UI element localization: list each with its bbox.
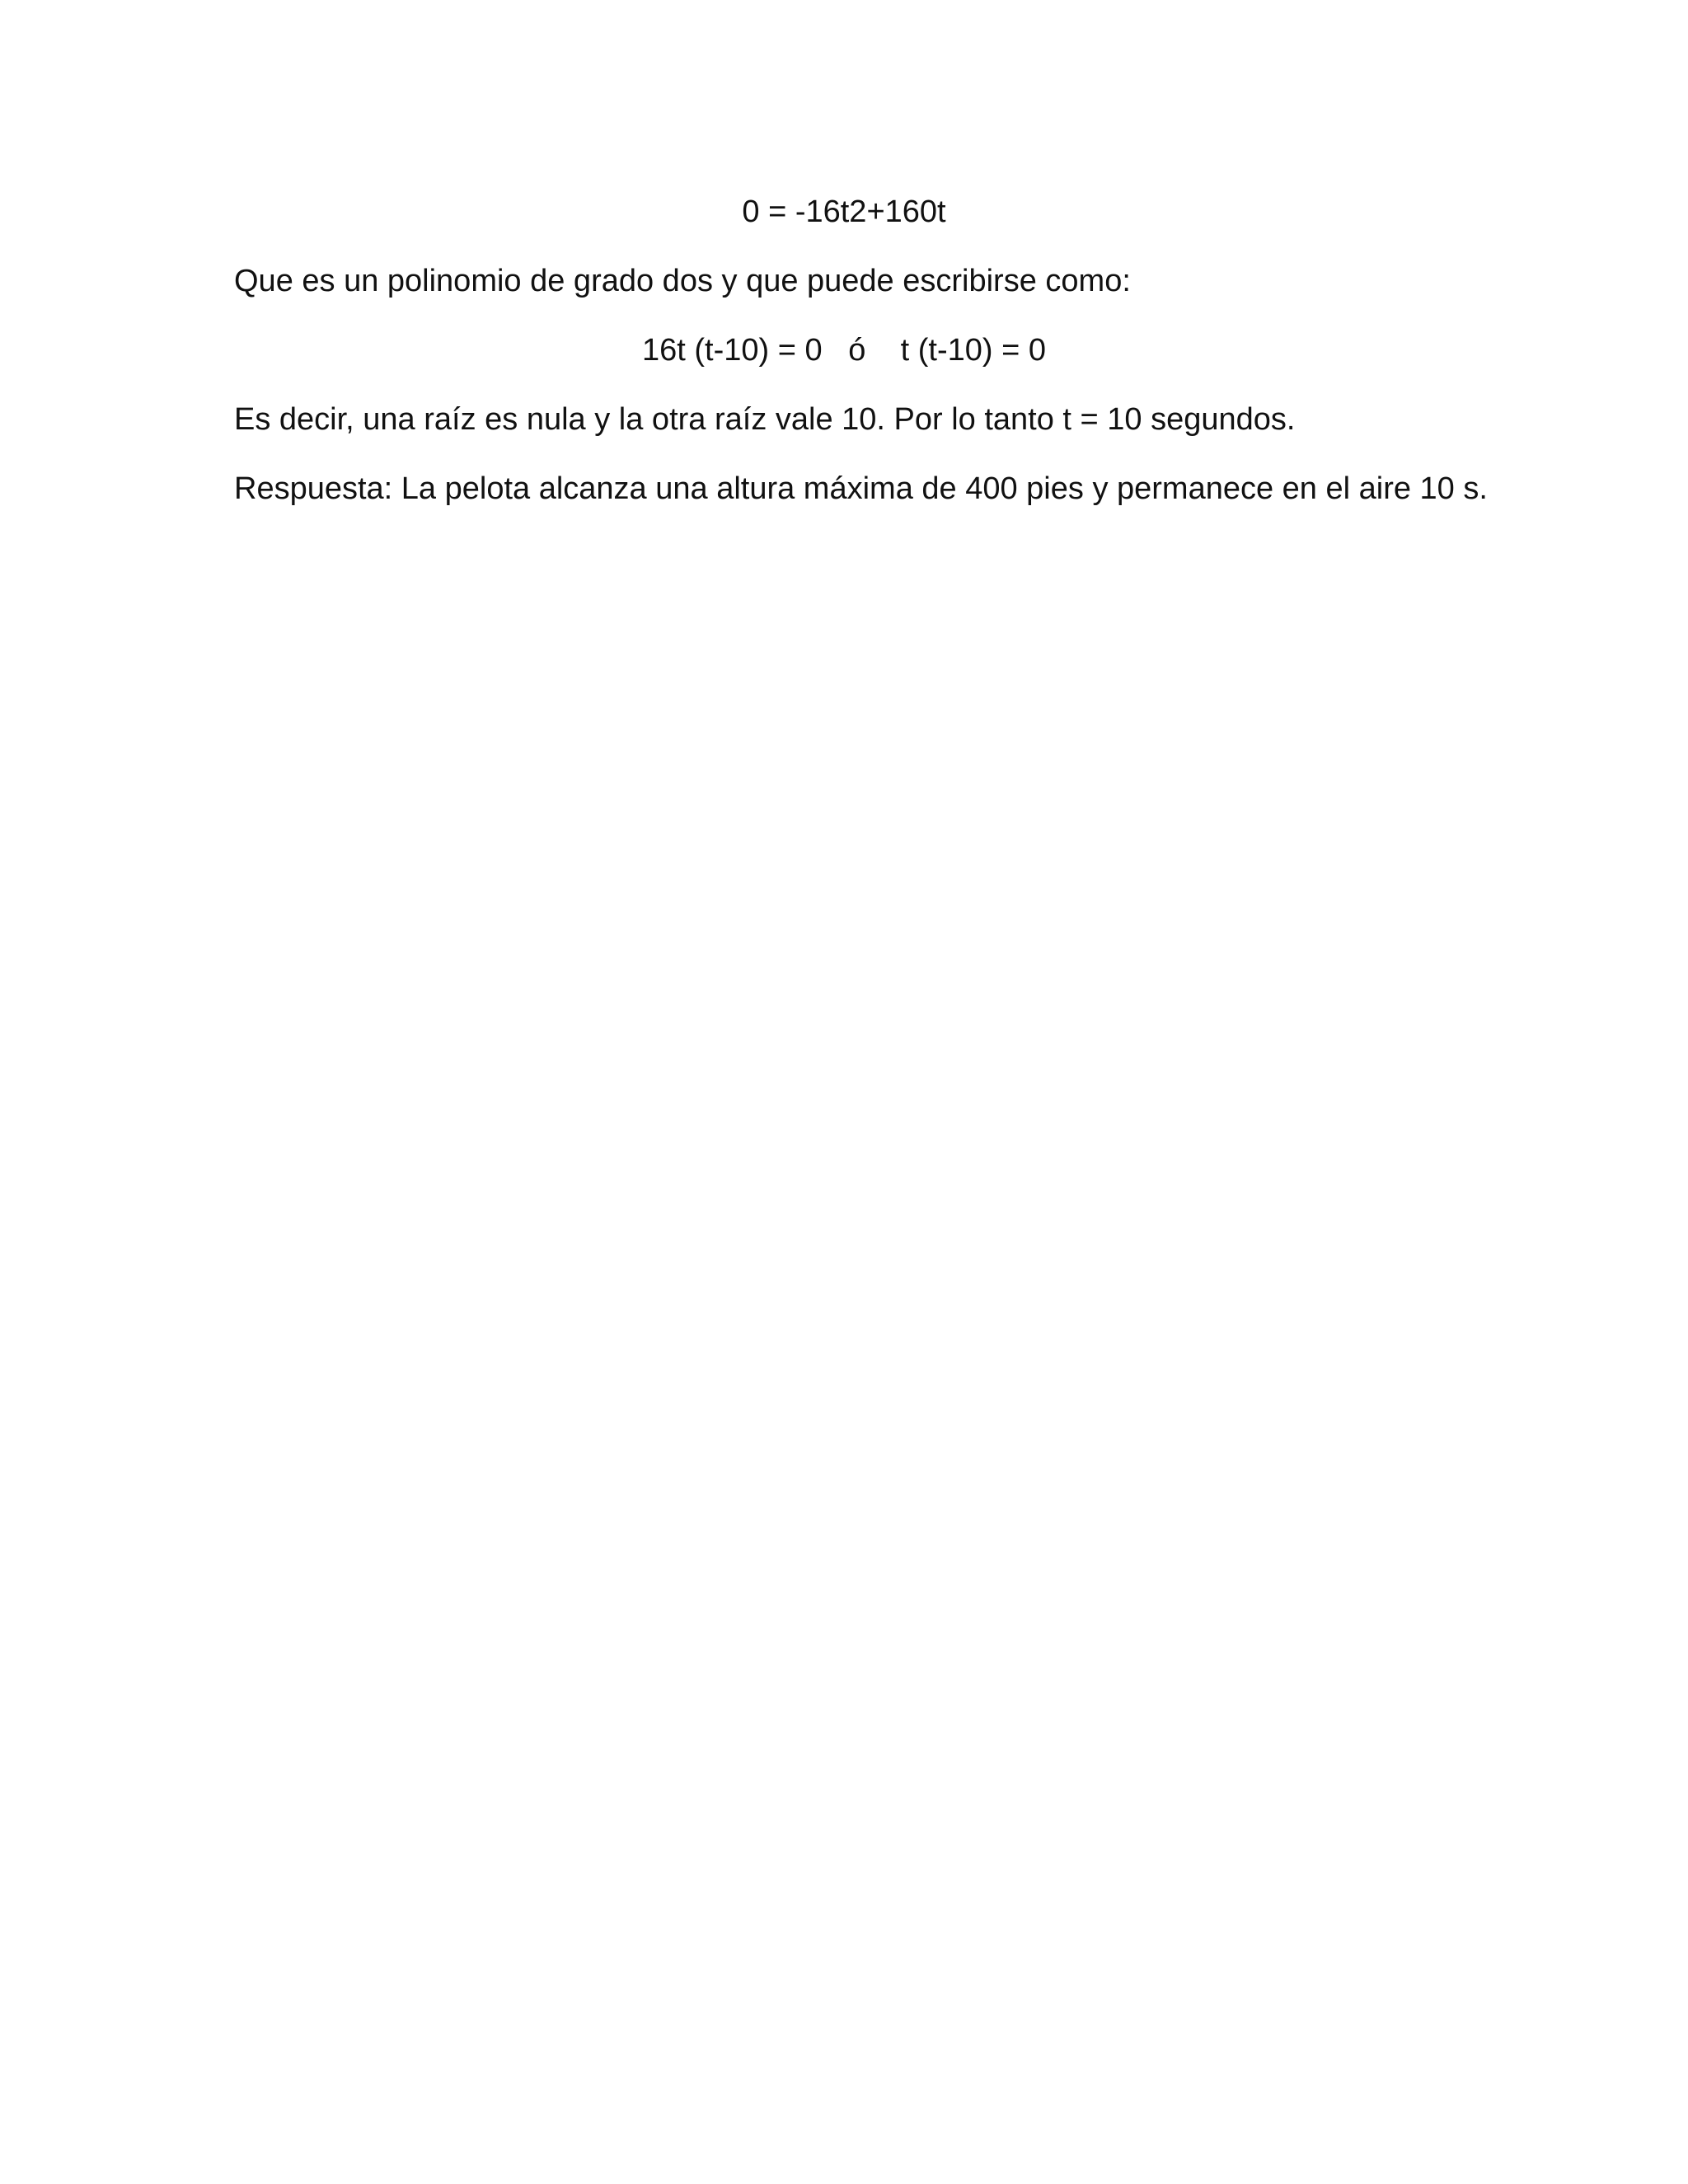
paragraph-roots: Es decir, una raíz es nula y la otra raíz vale 10. Por lo tanto t = 10 segundos. (234, 402, 1296, 437)
equation-line-2: 16t (t-10) = 0 ó t (t-10) = 0 (642, 333, 1046, 368)
paragraph-answer: Respuesta: La pelota alcanza una altura máxima de 400 pies y permanece en el aire 10 s. (234, 471, 1488, 506)
paragraph-polynomial: Que es un polinomio de grado dos y que puede escribirse como: (234, 264, 1131, 298)
equation-line-1: 0 = -16t2+160t (742, 194, 946, 229)
